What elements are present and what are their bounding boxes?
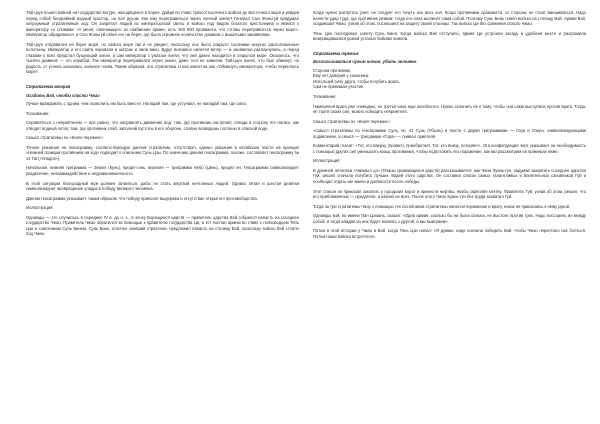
stratagem-2-hexagram: Точное указание на гексаграмму, соответствующую данной стратагеме, отсутствует, однако указание в китайском тексте на принцип «Нижней позиции противника на ход» подходит к описанию Сунь Цзы. По значению данная гексаграмма, похоже, составляет гексаграмму № 12 Пи («Упадок»). (26, 144, 299, 161)
stratagem-3-commentary: Комментарий гласит: «Тот, кто вверху (правит), приобретает. Тот, кто внизу, потеряет». Эта конфигурация черт указывает на необходимость с помощью других сил уменьшить мощь противника, чтобы подготовить его поражение, как мы рассмотрим на примерах ниже. (313, 143, 586, 154)
stratagem-2-illustration: Однажды — это случилось в середине IV в. до н. э., в эпоху Борющихся царств — правитель царства Вэй собрался напасть на соседнее государство Чжао. Правитель Чжао обратился за помощью к правителю государства Ци, и тот послал армию во главе с полководцем Тянь Цзи и советником Сунь Бинем. Сунь Бинь, отлично знавший стратегию, предложил напасть на столицу Вэй, поскольку войско Вэй стояло под Чжао. (26, 214, 299, 237)
verse-line: Сторона противник, (313, 67, 352, 73)
stratagem-3-illustration-4: Однажды вэй, по имени Пан Цзюань, сказал: «Одна армия, сколько бы ни была сильна, не выстоит против трех. Надо поссорить их между собой, и тогда каждая из них будет воевать с другой, а мы выиграем». (313, 213, 586, 224)
intro-paragraph-1: Тай-цзун пошел войной на государство Когуре, находящееся в Корее. Дойдя по главе трехсоттысячного войска до Восточного моря и увидев перед собой бескрайний водный простор, он пал духом. Как ему переправиться через полный океан? Генерал Сюэ Жэньгуй придумал хитроумный стратагемный ход. Он запрятал людей из императорской свиты и войско под видом богатого крестьянина и явился к императору со словами: «У меня, отвечающего за снабжение армии, есть 300 000 провианта, что готовы переправиться через море». Император обрадовался, и Сюэ Жэньгуй отвел его на берег, где было огромное количество домиков с вышитыми занавесями. (26, 10, 299, 38)
book-of-changes-label: Смысл стратагемы по «Книге перемен»: (313, 118, 391, 124)
stratagem-3-title: Воспользоваться чужим ножом, убить человека (313, 59, 417, 65)
illustration-label: Иллюстрация: (313, 158, 341, 164)
stratagem-2-maxim: Лучше враждовать с одним, чем позволить им быть вместе. Нападай там, где уступают, не нападай там, где сила. (26, 101, 247, 107)
book-of-changes-label: Смысл стратагемы по «Книге перемен»: (26, 135, 104, 141)
stratagem-2-interpretation: Справляться с неприятелем — все равно, что направлять движение вод: там, где противник наступает, отводи в сторону его натиск, как отводят водный поток; там, где противник слаб, заполняй пустоты в его обороне, словно возводишь плотины в опасной воде. (26, 120, 299, 131)
verse-line: Ему нет доверия у союзника. (313, 73, 370, 79)
right-paragraph-2: Тянь Цзи последовал совету Сунь Биня. Когда войско Вэй отступило, армия Ци устроила засаду в удобном месте и разгромила возвращавшихся домой усталых вэйских воинов. (313, 30, 586, 42)
verse-line: Используй силу друга, чтобы погубить врага, (313, 78, 400, 84)
stratagem-3-interpretation: Намерения врага уже очевидны, но третья сила еще колеблется. Нужно склонить ее к тому, чтобы она сама выступила против врага. Тогда, не тратя своих сил, можно победить неприятеля. (313, 103, 586, 115)
stratagem-3-illustration-1: В древней летописи «Чжаньго цэ» (Планы сражающихся царств) рассказывается, как Чжэн Хуань-гун, задумав захватить соседнее царство Гуй, решил сначала погубить лучших людей этого царства. Он составил список самых талантливых и влиятельных сановников Гуй и пообещал отдать им земли и должности после победы. (313, 167, 586, 185)
stratagem-2-title: Осадить Вэй, чтобы спасти Чжао (26, 92, 100, 98)
stratagem-2-noble-man: В этой ситуации благородный муж должен затаиться, дабы не стать жертвой ничтожных людей. Однако пятая и шестая девятки символизируют превращение упадка в победу великого человека. (26, 180, 299, 192)
stratagem-3-verse (313, 68, 586, 90)
stratagem-3-illustration-5: Потом в этой истории у Чжао и Вэй, когда Тянь Цзи напал: «Я думаю, надо сначала победить Вэй, чтобы Чжао перестало нас бояться. Потом наши войска встретятся». (313, 228, 586, 239)
stratagem-2-heading: Стратагема вторая (26, 84, 71, 90)
left-column (26, 10, 299, 418)
verse-line: Сам не принимая участия. (313, 84, 365, 90)
right-column (313, 10, 586, 418)
stratagem-3-illustration-3: Тогда за три стратагемы Чжоу с помощью тех пособников стратагемы нанесли поражение и врагу, никак не прикасаясь к нему рукой. (313, 203, 571, 209)
stratagem-2-conclusion: Данная гексаграмма указывает, таким образом, что победу приносит выдержка и отсутствие открытого противоборства. (26, 195, 258, 201)
illustration-label: Иллюстрация: (26, 205, 54, 211)
right-paragraph-1: Когда нужно распутать узел, не следует его тянуть изо всех сил. Когда противники сражаются, со стороны не стоит вмешиваться. Надо нанести удар туда, где противник уязвим: тогда его сила иссякнет сама собой. Поэтому Сунь Бинь повел войско на столицу Вэй. Армия Вэй, осадившая Чжао, узнав об этом, поспешила на защиту своей столицы. Так войско Ци без сражения спасло Чжао. (313, 10, 586, 27)
stratagem-3-hexagram: «Смысл стратагемы по гексаграмме Сунь, № 41 Сунь (Убыль) в тексте с двумя триграммами — Гора и Озеро, символизирующими подавление, а смысл — триграмма «Гора» — символ приятеля. (313, 128, 586, 139)
stratagem-3-illustration-2: Этот список он приказал закопать у городских ворот и принести жертвы, якобы скрепляя клятву. Правитель Гуй, узнав об этом, решил, что его приближенные — предатели, и казнил их всех. После этого Чжэн Хуань-гун без труда захватил Гуй. (313, 188, 586, 200)
stratagem-2-trigrams: Начальная, нижняя триграмма — Земля (Кунь), предел инь, верхняя — триграмма Небо (Цянь), предел ян. Гексаграмма символизирует разделение, невзаимодействие и неуравновешенность. (26, 165, 299, 177)
interpretation-label: Толкование: (313, 94, 337, 100)
interpretation-label: Толкование: (26, 110, 50, 116)
intro-paragraph-2: Тай-цзун отправился на берег моря, но самого моря так и не увидел, поскольку оно было сокрыто тысячами искусно расположенных полотнищ. Император и его свита пировали в шатрах и пили вино. Вдруг внезапно налетел ветер — и занавески распахнулись, и перед глазами у всех предстал бушующий океан, а сам император с ужасом понял, что уже давно находится в открытом море. Оказалось, что тысячи домиков — это корабли. Так император переправился через океан, даже того не заметив. Тай-цзун понял, что был обманут, но радость от успеха оказалась сильнее гнева. Таким образом, эта стратагема стала известна как «Обмануть императора, чтобы переплыть море». (26, 41, 299, 75)
stratagem-3-heading: Стратагема третья (313, 50, 359, 56)
